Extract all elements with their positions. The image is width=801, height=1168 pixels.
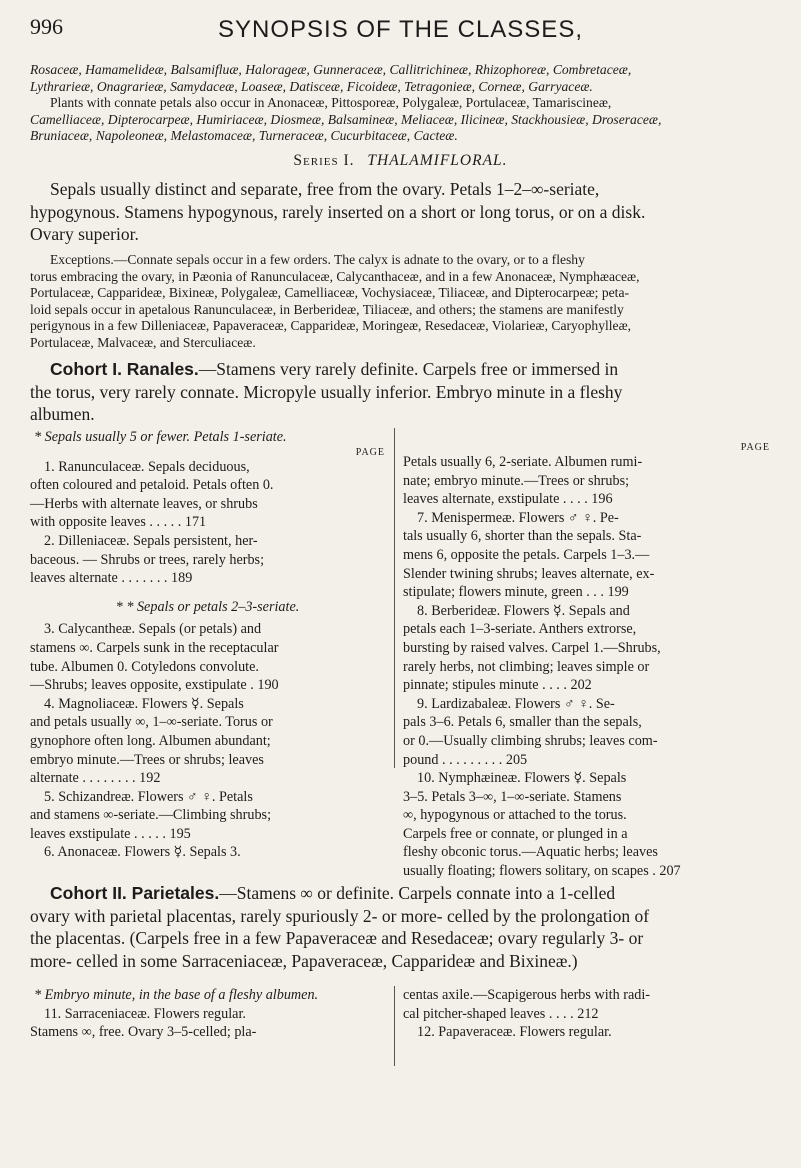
order-line: Stamens ∞, free. Ovary 3–5-celled; pla- xyxy=(30,1024,257,1041)
order-line: or 0.—Usually climbing shrubs; leaves com- xyxy=(403,732,658,749)
intro-line: Plants with connate petals also occur in Anonaceæ, Pittosporeæ, Polygaleæ, Portulaceæ, Tamariscineæ, xyxy=(50,95,612,111)
order-line: 3. Calycantheæ. Sepals (or petals) and xyxy=(44,621,262,638)
exceptions-line: Portulaceæ, Malvaceæ, and Sterculiaceæ. xyxy=(30,334,256,350)
order-line: 2. Dilleniaceæ. Sepals persistent, her- xyxy=(44,532,258,549)
subheading: * Embryo minute, in the base of a fleshy albumen. xyxy=(34,987,319,1003)
intro-line: Bruniaceæ, Napoleoneæ, Melastomaceæ, Turneraceæ, Cucurbitaceæ, Cacteæ. xyxy=(30,128,458,144)
subheading: * * Sepals or petals 2–3-seriate. xyxy=(115,598,300,615)
order-line: ∞, hypogynous or attached to the torus. xyxy=(403,807,627,824)
order-line: 8. Berberideæ. Flowers ☿. Sepals and xyxy=(417,602,630,619)
intro-line: Lythrarieæ, Onagrarieæ, Samydaceæ, Loaseæ, Datisceæ, Ficoideæ, Tetragonieæ, Corneæ, Garryaceæ. xyxy=(30,78,593,94)
cohort2-line: ovary with parietal placentas, rarely spuriously 2- or more- celled by the prolongation of xyxy=(30,905,650,926)
order-line: stipulate; flowers minute, green . . . 199 xyxy=(403,584,629,601)
order-line: bursting by raised valves. Carpel 1.—Shrubs, xyxy=(403,639,661,656)
order-line: 6. Anonaceæ. Flowers ☿. Sepals 3. xyxy=(44,844,241,861)
order-line: pound . . . . . . . . . 205 xyxy=(403,751,528,768)
order-line: baceous. — Shrubs or trees, rarely herbs; xyxy=(30,551,265,568)
series-name: THALAMIFLORAL. xyxy=(367,152,508,169)
exceptions-line: loid sepals occur in apetalous Ranunculaceæ, in Berberideæ, Tiliaceæ, and others; the stamens are manifestly xyxy=(30,301,624,317)
order-line: with opposite leaves . . . . . 171 xyxy=(30,514,207,531)
intro-line: Camelliaceæ, Dipterocarpeæ, Humiriaceæ, Diosmeæ, Balsamineæ, Meliaceæ, Ilicineæ, Stackhousieæ, Droseraceæ, xyxy=(30,111,662,127)
series-description xyxy=(30,178,771,246)
order-line: 10. Nymphæineæ. Flowers ☿. Sepals xyxy=(417,770,627,787)
order-line: leaves exstipulate . . . . . 195 xyxy=(30,825,191,842)
running-title: SYNOPSIS OF THE CLASSES, xyxy=(218,16,583,43)
order-line: leaves alternate . . . . . . . 189 xyxy=(30,570,193,587)
cohort2-line: the placentas. (Carpels free in a few Papaveraceæ and Resedaceæ; ovary regularly 3- or xyxy=(30,928,644,948)
page-number: 996 xyxy=(30,14,63,39)
cohort1-line: —Stamens very rarely definite. Carpels free or immersed in xyxy=(198,359,619,379)
subheading: * Sepals usually 5 or fewer. Petals 1-seriate. xyxy=(34,429,287,445)
order-line: and petals usually ∞, 1–∞-seriate. Torus or xyxy=(30,714,273,731)
page-column-label: PAGE xyxy=(355,446,385,458)
order-line: leaves alternate, exstipulate . . . . 196 xyxy=(403,491,613,508)
cohort1-paragraph xyxy=(30,358,771,426)
order-line: Slender twining shrubs; leaves alternate, ex- xyxy=(403,565,655,582)
cohort2-line: —Stamens ∞ or definite. Carpels connate into a 1-celled xyxy=(219,883,616,903)
desc-line: Sepals usually distinct and separate, free from the ovary. Petals 1–2–∞-seriate, xyxy=(50,179,600,199)
order-line: and stamens ∞-seriate.—Climbing shrubs; xyxy=(30,807,272,824)
desc-line: hypogynous. Stamens hypogynous, rarely inserted on a short or long torus, or on a disk. xyxy=(30,201,646,222)
order-line: —Shrubs; leaves opposite, exstipulate . 190 xyxy=(30,677,279,694)
order-line: often coloured and petaloid. Petals often 0. xyxy=(30,477,274,494)
order-line: fleshy obconic torus.—Aquatic herbs; leaves xyxy=(403,844,658,861)
exceptions-paragraph xyxy=(30,252,771,352)
order-line: 3–5. Petals 3–∞, 1–∞-seriate. Stamens xyxy=(403,788,622,805)
intro-paragraph xyxy=(30,62,771,145)
right-column xyxy=(403,428,770,881)
order-line: cal pitcher-shaped leaves . . . . 212 xyxy=(403,1005,599,1022)
order-line: 5. Schizandreæ. Flowers ♂ ♀. Petals xyxy=(44,788,253,805)
column-divider xyxy=(394,428,395,768)
left-column xyxy=(30,428,385,862)
cohort2-paragraph xyxy=(30,882,771,972)
page-header xyxy=(30,14,771,44)
bottom-left-column xyxy=(30,986,385,1042)
order-line: stamens ∞. Carpels sunk in the receptacular xyxy=(30,639,279,656)
cohort1-heading: Cohort I. Ranales. xyxy=(50,359,199,379)
exceptions-line: torus embracing the ovary, in Pæonia of Ranunculaceæ, Calycanthaceæ, and in a few Anonaceæ, Nymphæaceæ, xyxy=(30,268,640,284)
order-line: usually floating; flowers solitary, on scapes . 207 xyxy=(403,863,681,880)
order-line: tube. Albumen 0. Cotyledons convolute. xyxy=(30,658,259,675)
cohort1-line: the torus, very rarely connate. Micropyle usually inferior. Embryo minute in a fleshy xyxy=(30,381,623,402)
order-line: 1. Ranunculaceæ. Sepals deciduous, xyxy=(44,458,250,475)
order-line: Petals usually 6, 2-seriate. Albumen rumi- xyxy=(403,454,643,470)
order-line: pinnate; stipules minute . . . . 202 xyxy=(403,677,592,694)
cohort2-heading: Cohort II. Parietales. xyxy=(50,883,220,903)
order-line: mens 6, opposite the petals. Carpels 1–3.— xyxy=(403,546,650,563)
exceptions-line: perigynous in a few Dilleniaceæ, Papaveraceæ, Capparideæ, Moringeæ, Resedaceæ, Violarieæ, Caryophylleæ, xyxy=(30,318,632,334)
exceptions-line: Portulaceæ, Capparideæ, Bixineæ, Polygaleæ, Camelliaceæ, Vochysiaceæ, Tiliaceæ, and Dipterocarpeæ; peta- xyxy=(30,285,630,301)
series-heading xyxy=(0,152,801,170)
bottom-right-column xyxy=(403,986,770,1042)
order-line: 11. Sarraceniaceæ. Flowers regular. xyxy=(44,1005,246,1022)
order-line: Carpels free or connate, or plunged in a xyxy=(403,825,628,842)
order-line: 12. Papaveraceæ. Flowers regular. xyxy=(417,1024,612,1041)
order-line: tals usually 6, shorter than the sepals. Sta- xyxy=(403,528,642,545)
page-column-label: PAGE xyxy=(740,442,770,453)
order-line: 9. Lardizabaleæ. Flowers ♂ ♀. Se- xyxy=(417,695,615,712)
cohort1-line: albumen. xyxy=(30,404,95,424)
desc-line: Ovary superior. xyxy=(30,224,139,244)
order-line: 7. Menispermeæ. Flowers ♂ ♀. Pe- xyxy=(417,509,619,526)
order-line: embryo minute.—Trees or shrubs; leaves xyxy=(30,751,264,768)
intro-line: Rosaceæ, Hamamelideæ, Balsamifluæ, Halorageæ, Gunneraceæ, Callitrichineæ, Rhizophoreæ, Combretaceæ, xyxy=(30,62,632,77)
order-line: alternate . . . . . . . . 192 xyxy=(30,770,161,787)
cohort2-line: more- celled in some Sarraceniaceæ, Papaveraceæ, Capparideæ and Bixineæ.) xyxy=(30,950,578,971)
order-line: nate; embryo minute.—Trees or shrubs; xyxy=(403,472,630,489)
order-line: rarely herbs, not climbing; leaves simple or xyxy=(403,658,650,675)
exceptions-line: Exceptions.—Connate sepals occur in a few orders. The calyx is adnate to the ovary, or to a fleshy xyxy=(50,252,585,267)
order-line: —Herbs with alternate leaves, or shrubs xyxy=(30,495,258,512)
order-line: 4. Magnoliaceæ. Flowers ☿. Sepals xyxy=(44,695,244,712)
series-label: Series I. xyxy=(293,152,355,169)
column-divider xyxy=(394,986,395,1066)
order-line: gynophore often long. Albumen abundant; xyxy=(30,732,271,749)
order-line: centas axile.—Scapigerous herbs with radi- xyxy=(403,987,651,1003)
order-line: petals each 1–3-seriate. Anthers extrorse, xyxy=(403,621,637,638)
order-line: pals 3–6. Petals 6, smaller than the sepals, xyxy=(403,714,642,731)
